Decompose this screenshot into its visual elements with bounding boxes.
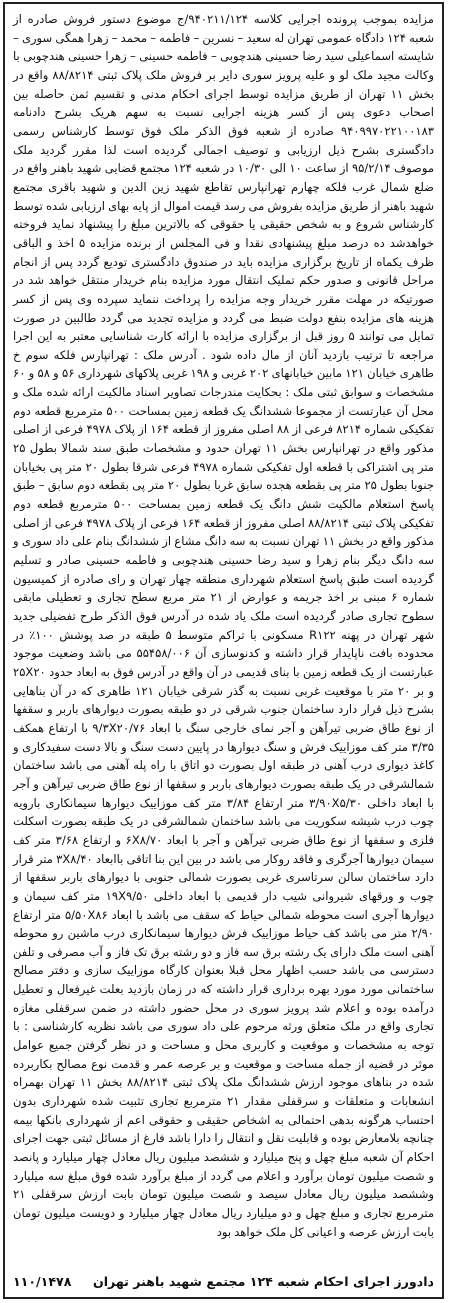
notice-code: ۱۱۰/۱۴۷۸ <box>13 1274 72 1289</box>
notice-body-text: مزایده بموجب پرونده اجرایی کلاسه ۹۴۰۲۱۱/۱۲۴/ج موضوع دستور فروش صادره از شعبه ۱۲۴ دادگاه عمومی تهران له سعید – نسرین – فاطمه – محمد – زهرا همگی سوری – شایسته اسماعیلی سید رضا حسینی هندچوبی – فاطمه حسینی – زهرا حسینی هندچوبی با وکالت مجید ملک لو و علیه پرویز سوری دایر بر فروش ملک پلاک ثبتی ۸۸/۸۲۱۴ واقع در بخش ۱۱ تهران از طریق مزایده توسط اجرای احکام مدنی و تقسیم ثمن حاصله بین اصحاب دعوی پس از کسر هزینه اجرایی نسبت به سهم هریک بشرح دادنامه ۹۴۰۹۹۷۰۲۲۱۰۰۱۸۳ صادره از شعبه فوق الذکر ملک فوق توسط کارشناس رسمی دادگستری بشرح ذیل ارزیابی و توصیف اجمالی گردیده است لذا مقرر گردید ملک موصوف ۹۵/۲/۱۴ از ساعت ۱۰ الی ۱۰/۳۰ در شعبه ۱۲۴ مجتمع قضایی شهید باهنر واقع در ضلع شمال غرب فلکه چهارم تهرانپارس تقاطع شهید زین الدین و شهید باقری مجتمع شهید باهنر از طریق مزایده بفروش می رسد قیمت اموال از پایه بهای ارزیابی شده توسط کارشناس شروع و به شخص حقیقی یا حقوقی که بالاترین مبلغ را پیشنهاد نماید فروخته خواهدشد ده درصد مبلغ پیشنهادی نقدا و فی المجلس از برنده مزایده ۵ اخذ و الباقی ظرف یکماه از تاریخ برگزاری مزایده باید در صندوق دادگستری تودیع گردد پس از انجام مراحل قانونی و صدور حکم تملیک انتقال مورد مزایده بنام خریدار منتقل خواهد شد در صورتیکه در مهلت مقرر خریدار وجه مزایده را پرداخت ننماید سپرده وی پس از کسر هزینه های مزایده بنفع دولت ضبط می گردد و مزایده تجدید می گردد طالبین در صورت تمایل می توانند ۵ روز قبل از برگزاری مزایده با ارائه کارت شناسایی معتبر به این اجرا مراجعه تا ترتیب بازدید آنان از مال داده شود . آدرس ملک : تهرانپارس فلکه سوم خ طاهری خیابان ۱۲۱ مابین خیابانهای ۲۰۲ غربی و ۱۹۸ غربی پلاکهای شهرداری ۵۶ و ۵۸ و ۶۰ مشخصات و سوابق ثبتی ملک : بحکایت مندرجات تصاویر اسناد مالکیت ارائه شده ملک و محل آن عبارتست از مجموعا ششدانگ یک قطعه زمین بمساحت ۵۰۰ مترمربع قطعه دوم تفکیکی شماره ۸۲۱۴ فرعی از ۸۸ اصلی مفروز از قطعه ۱۶۴ از پلاک ۴۹۷۸ فرعی از اصلی مذکور واقع در تهرانپارس بخش ۱۱ تهران حدود و مشخصات طبق سند شمالا بطول ۲۵ متر پی اشتراکی با قطعه اول تفکیکی شماره ۴۹۷۸ فرعی شرقا بطول ۲۰ متر پی بخیابان جنوبا بطول ۲۵ متر پی بقطعه هجده سابق غربا بطول ۲۰ متر پی بقطعه دوم سابق – طبق پاسخ استعلام مالکیت شش دانگ یک قطعه زمین بمساحت ۵۰۰ مترمربع قطعه دوم تفکیکی پلاک ثبتی ۸۸/۸۲۱۴ اصلی مفروز از قطعه ۱۶۴ فرعی از پلاک ۴۹۷۸ فرعی از اصلی مذکور واقع در بخش ۱۱ تهران نسبت به سه دانگ مشاع از ششدانگ بنام علی داد سوری و سه دانگ دیگر بنام زهرا و سید رضا حسینی هندچوبی و فاطمه حسینی صادر و تسلیم گردیده است طبق پاسخ استعلام شهرداری منطقه چهار تهران و رای صادره از کمیسیون شماره ۶ مبنی بر اخذ جریمه و عوارض از ۲۱ متر مربع سطح تجاری و تعطیلی مابقی سطوح تجاری صادر گردیده است ملک یاد شده در آدرس فوق الذکر طرح تفضیلی جدید شهر تهران در پهنه R۱۲۲ مسکونی با تراکم متوسط ۵ طبقه در صد پوشش ۱۰۰٪ در محدوده بافت ناپایدار قرار داشته و کدنوسازی آن ۵۵۴۵۸/۰۰۶ می باشد وضعیت موجود عبارتست از یک قطعه زمین با بنای قدیمی در آن واقع در آدرس فوق به ابعاد حدود ۲۵X۲۰ و بر ۲۰ متر با موقعیت غربی نسبت به گذر شرقی خیابان ۱۲۱ طاهری که در آن بناهایی بشرح ذیل قرار دارد ساختمان جنوب شرقی در دو طبقه بصورت دیوارهای باربر و سقفها از نوع طاق ضربی تیرآهن و آجر نمای خارجی سنگ با ابعاد ۹/۳X۲۰/۷۶ با ارتفاع همکف ۳/۳۵ متر کف موزاییک فرش و سنگ دیوارها در پایین دست سنگ و بالا دست سفیدکاری و کاغذ دیواری درب آهنی در طبقه اول بصورت دو اتاق با راه پله آهنی می باشد ساختمان شمالشرقی در یک طبقه بصورت دیوارهای باربر و سقفها از نوع طاق ضربی تیرآهن و آجر با ابعاد داخلی ۳/۹۰X۵/۳۰ متر ارتفاع ۳/۸۴ متر کف موزاییک دیوارها سیمانکاری بارویه چوب درب شیشه سکوریت می باشد ساختمان شمالشرقی در یک طبقه بصورت اسکلت فلزی و سقفها از نوع طاق ضربی تیرآهن و آجر با ابعاد ۶X۸/۷۰ و ارتفاع ۳/۶۸ متر کف سیمان دیوارها آجرگری و فاقد روکار می باشد در بین این بنا اتاقی باابعاد ۳X۸/۴۰ متر قرار دارد ساختمان سالن سرتاسری غربی بصورت شمالی جنوبی با دیوارهای باربر سقفها از چوب و ورقهای شیروانی شیب دار قدیمی با ابعاد داخلی ۱۹X۹/۵۰ متر کف سیمان و دیوارها آجری است محوطه شمالی حیاط که سقف می باشد با ابعاد ۵/۵۰X۸۶ متر ارتفاع ۲/۹۰ متر می باشد کف حیاط موزاییک فرش دیوارها سیمانکاری درب ماشین رو محوطه آهنی است ملک دارای یک رشته برق سه فاز و دو رشته برق تک فاز و آب مصرفی و تلفن دسترسی می باشد حسب اظهار محل قبلا بعنوان کارگاه موزاییک سازی و دفتر مصالح ساختمانی مورد مورد بهره برداری قرار داشته که در زمان بازدید بعلت غیرفعال و تعطیل درآمده بوده و اعلام شد پرویز سوری در محل حضور داشته در ضمن سرقفلی مغازه تجاری واقع در ملک متعلق ورثه مرحوم علی داد سوری می باشد نظریه کارشناسی : با توجه به مشخصات و موقعیت و کاربری محل و مساحت و در نظر گرفتن جمیع عوامل موثر در قضیه از جمله مساحت و موقعیت و بر عرصه عمر و قدمت نوع مصالح بکاربرده شده در بناهای موجود ارزش ششدانگ ملک پلاک ثبتی ۸۸/۸۲۱۴ بخش ۱۱ تهران بهمراه انشعابات و متعلقات و سرقفلی مقدار ۲۱ مترمربع تجاری تثبیت شده شهرداری بدون احتساب هرگونه بدهی احتمالی به اشخاص حقیقی و حقوقی اعم از شهرداری بانکها بیمه چنانچه بلامعارض بوده و قابلیت نقل و انتقال را دارا باشد فارغ از مسائل ثبتی جهت اجرای احکام آن شعبه مبلغ چهل و پنج میلیارد و ششصد میلیون ریال معادل چهار میلیارد و پانصد و شصت میلیون تومان برآورد و اعلام می گردد از مبلغ برآورد شده فوق مبلغ سه میلیارد وششصد میلیون ریال معادل سیصد و شصت میلیون تومان بابت ارزش سرقفلی ۲۱ مترمربع تجاری و مبلغ چهل و دو میلیارد ریال معادل چهار میلیارد و دویست میلیون تومان بابت ارزش عرصه و اعیانی کل ملک خواهد بود <box>13 12 435 1239</box>
notice-signature: دادورز اجرای احکام شعبه ۱۲۴ مجتمع شهید باهنر تهران <box>92 1274 434 1289</box>
legal-notice <box>3 2 444 1299</box>
notice-footer <box>13 1272 434 1292</box>
